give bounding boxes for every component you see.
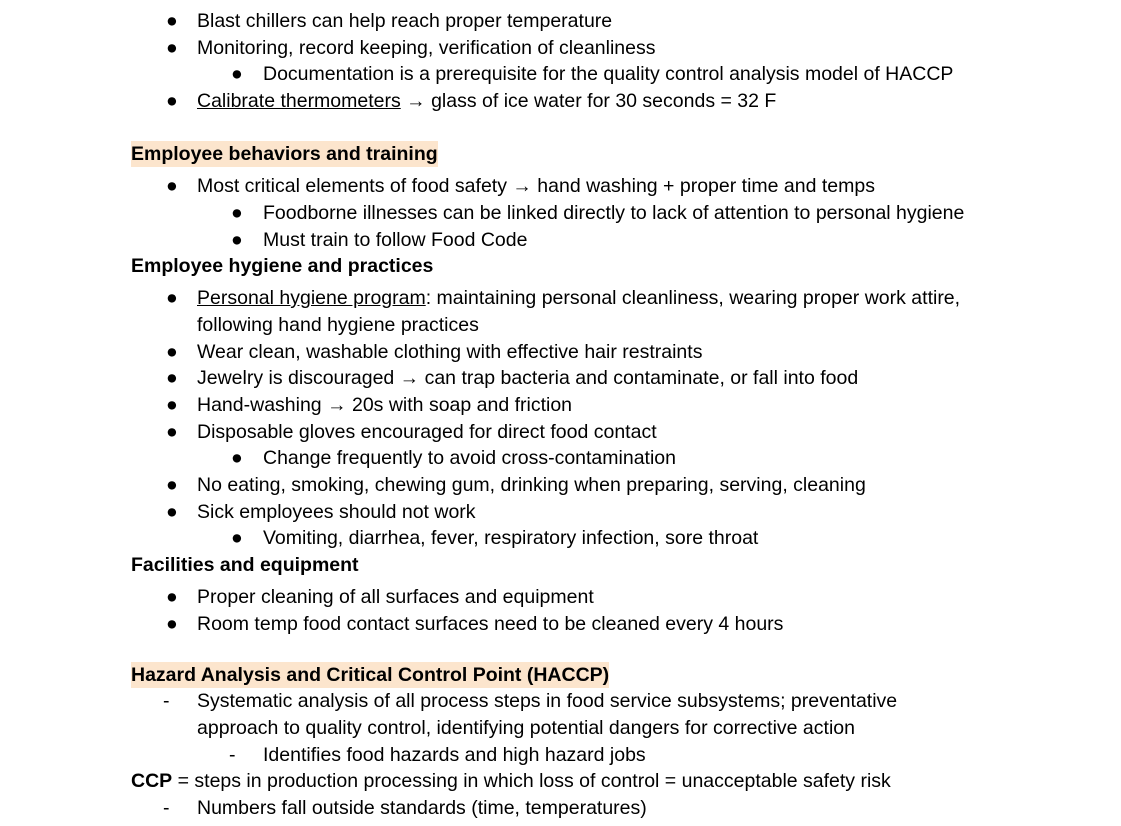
dash-marker: -	[229, 744, 236, 766]
list-item: Sick employees should not work	[197, 501, 476, 523]
bullet-marker: ●	[166, 287, 178, 309]
bullet-marker: ●	[166, 367, 178, 389]
bullet-marker: ●	[166, 474, 178, 496]
bullet-marker: ●	[231, 63, 243, 85]
list-item: Monitoring, record keeping, verification of cleanliness	[197, 37, 656, 59]
list-item: Room temp food contact surfaces need to be cleaned every 4 hours	[197, 613, 784, 635]
bullet-marker: ●	[166, 175, 178, 197]
ccp-definition	[131, 768, 891, 794]
bullet-marker: ●	[231, 447, 243, 469]
bullet-marker: ●	[231, 527, 243, 549]
list-item: Systematic analysis of all process steps in food service subsystems; preventative	[197, 690, 898, 712]
list-item	[197, 88, 776, 114]
list-item: Identifies food hazards and high hazard jobs	[263, 744, 646, 766]
bullet-marker: ●	[166, 613, 178, 635]
bullet-marker: ●	[166, 421, 178, 443]
bullet-marker: ●	[231, 202, 243, 224]
list-item: Jewelry is discouraged → can trap bacteria and contaminate, or fall into food	[197, 367, 859, 389]
calibrate-link-text: Calibrate thermometers	[197, 90, 401, 112]
list-item: Change frequently to avoid cross-contamination	[263, 447, 676, 469]
list-item	[197, 285, 960, 311]
dash-marker: -	[163, 797, 170, 819]
list-item: Wear clean, washable clothing with effective hair restraints	[197, 341, 703, 363]
ccp-definition-text: = steps in production processing in which loss of control = unacceptable safety risk	[172, 770, 891, 792]
list-item: Documentation is a prerequisite for the quality control analysis model of HACCP	[263, 63, 954, 85]
list-item-continuation: approach to quality control, identifying potential dangers for corrective action	[197, 717, 855, 739]
dash-marker: -	[163, 690, 170, 712]
list-item-text: : maintaining personal cleanliness, wearing proper work attire,	[425, 287, 961, 309]
list-item: No eating, smoking, chewing gum, drinking when preparing, serving, cleaning	[197, 474, 866, 496]
list-item: Vomiting, diarrhea, fever, respiratory infection, sore throat	[263, 527, 759, 549]
bullet-marker: ●	[166, 90, 178, 112]
section-heading: Facilities and equipment	[131, 554, 359, 576]
list-item: Blast chillers can help reach proper temperature	[197, 10, 613, 32]
list-item: Disposable gloves encouraged for direct food contact	[197, 421, 657, 443]
bullet-marker: ●	[166, 394, 178, 416]
section-heading: Employee behaviors and training	[131, 143, 438, 165]
section-heading: Employee hygiene and practices	[131, 255, 434, 277]
ccp-term: CCP	[131, 770, 173, 792]
list-item-text: → glass of ice water for 30 seconds = 32 F	[400, 90, 777, 112]
list-item: Must train to follow Food Code	[263, 229, 528, 251]
bullet-marker: ●	[166, 586, 178, 608]
hygiene-program-term: Personal hygiene program	[197, 287, 426, 309]
bullet-marker: ●	[231, 229, 243, 251]
list-item: Proper cleaning of all surfaces and equipment	[197, 586, 594, 608]
bullet-marker: ●	[166, 10, 178, 32]
bullet-marker: ●	[166, 341, 178, 363]
list-item: Foodborne illnesses can be linked directly to lack of attention to personal hygiene	[263, 202, 965, 224]
list-item: Hand-washing → 20s with soap and friction	[197, 394, 573, 416]
bullet-marker: ●	[166, 501, 178, 523]
list-item-continuation: following hand hygiene practices	[197, 314, 479, 336]
list-item: Numbers fall outside standards (time, temperatures)	[197, 797, 647, 819]
list-item: Most critical elements of food safety → hand washing + proper time and temps	[197, 175, 875, 197]
section-heading: Hazard Analysis and Critical Control Point (HACCP)	[131, 664, 610, 686]
bullet-marker: ●	[166, 37, 178, 59]
